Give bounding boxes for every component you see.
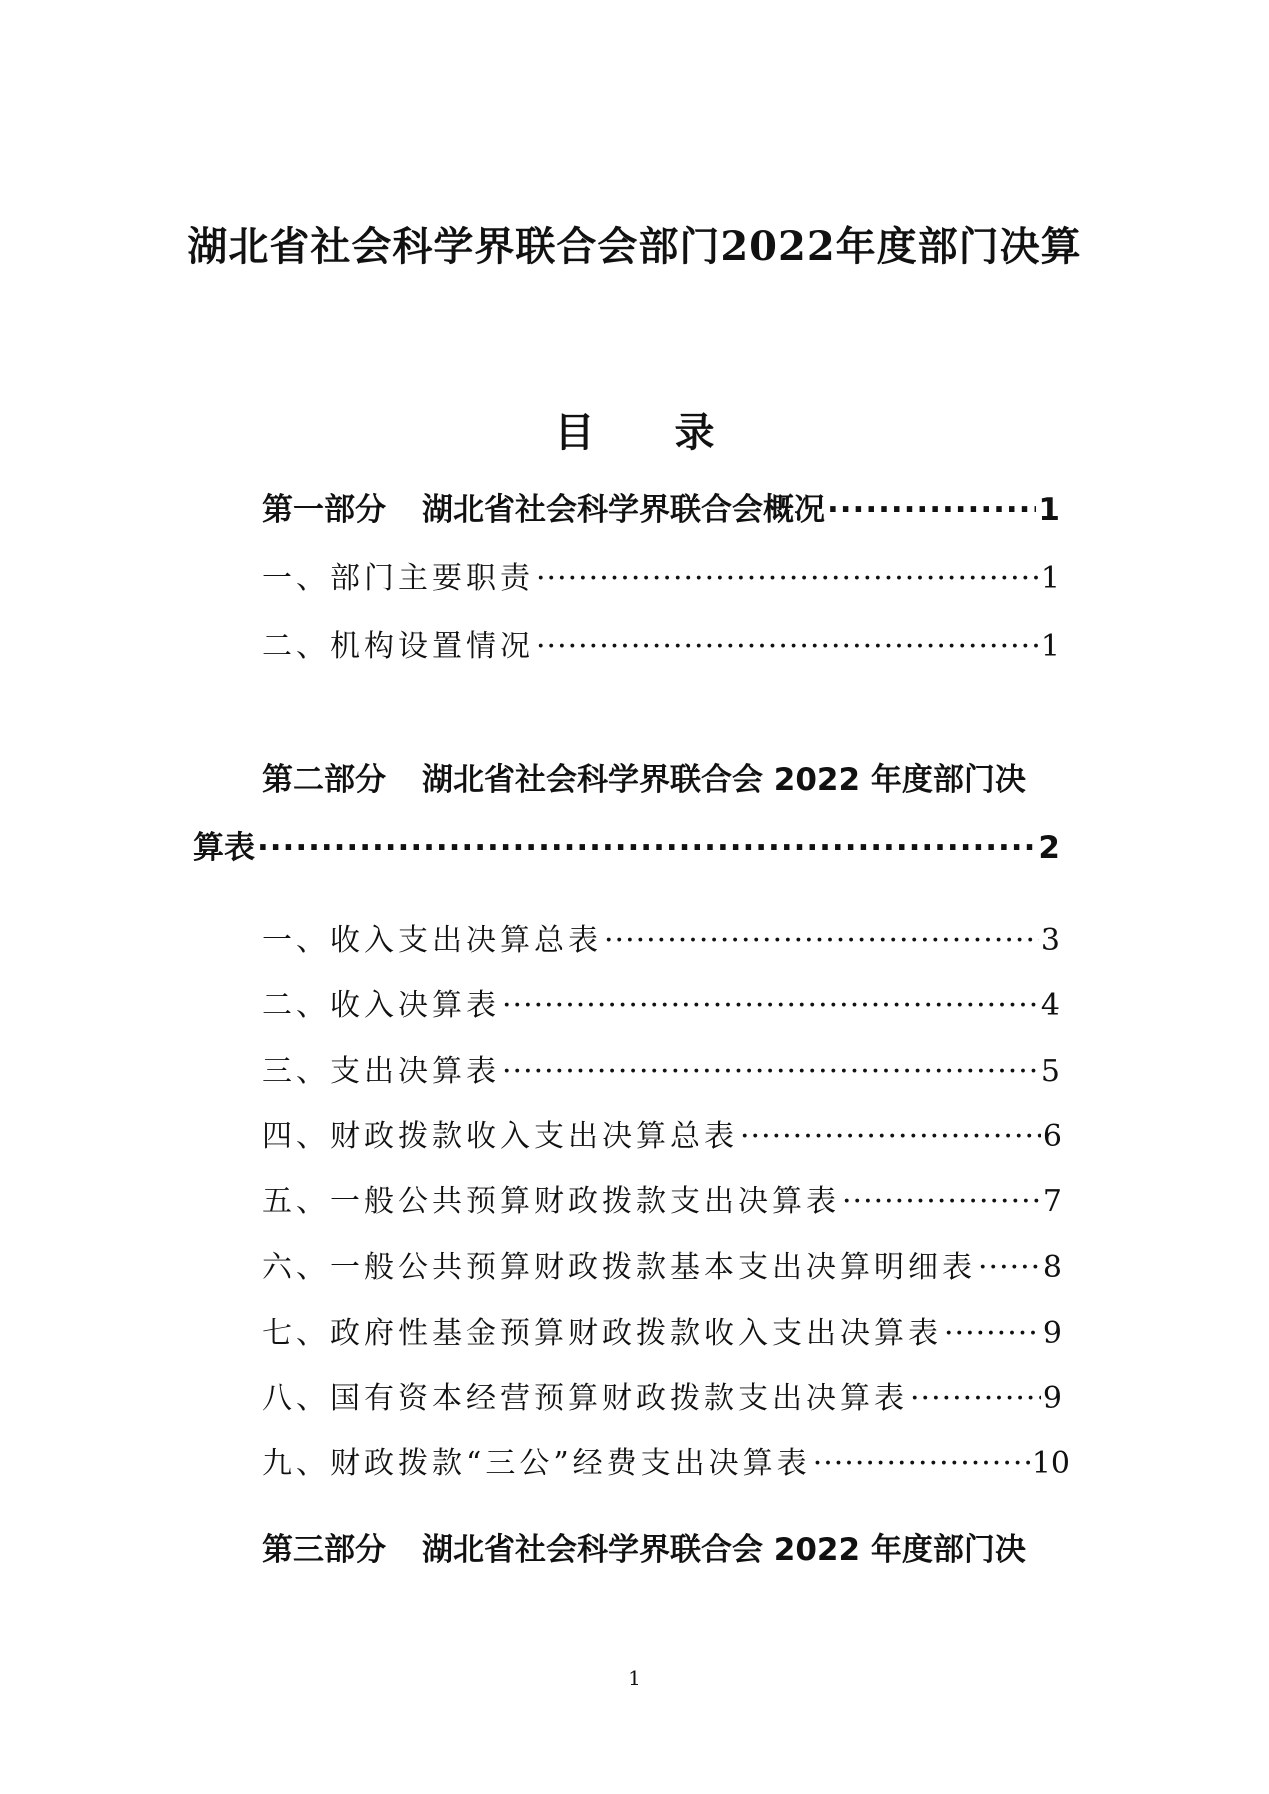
- toc-entry[interactable]: [262, 1117, 1062, 1157]
- toc-part-2-name-line2: 算表: [193, 830, 255, 866]
- toc-entry[interactable]: [262, 1182, 1062, 1222]
- toc-entry[interactable]: [262, 1379, 1062, 1419]
- toc-leader-dots: [910, 1379, 1041, 1419]
- toc-part-2-line2[interactable]: [193, 828, 1060, 868]
- toc-entry-page: 10: [1031, 1446, 1070, 1481]
- toc-leader-dots: [827, 490, 1036, 530]
- toc-entry-page: 6: [1042, 1119, 1062, 1154]
- toc-part-1-label: [262, 490, 825, 530]
- toc-leader-dots: [740, 1117, 1041, 1157]
- toc-part-1[interactable]: [262, 490, 1060, 530]
- toc-leader-dots: [502, 986, 1039, 1026]
- toc-heading: [0, 408, 1269, 458]
- toc-leader-dots: [536, 559, 1039, 599]
- toc-entry[interactable]: [262, 627, 1060, 667]
- toc-part-3-line1[interactable]: [262, 1530, 1026, 1570]
- toc-entry-page: 1: [1040, 561, 1060, 596]
- toc-entry-label: 一、收入支出决算总表: [262, 923, 602, 958]
- toc-entry-label: 八、国有资本经营预算财政拨款支出决算表: [262, 1381, 908, 1416]
- toc-entry-label: 九、财政拨款“三公”经费支出决算表: [262, 1446, 811, 1481]
- toc-entry[interactable]: [262, 559, 1060, 599]
- toc-heading-left: 目: [554, 409, 595, 456]
- toc-leader-dots: [604, 921, 1039, 961]
- toc-entry[interactable]: [262, 986, 1060, 1026]
- toc-entry-label: 六、一般公共预算财政拨款基本支出决算明细表: [262, 1250, 976, 1285]
- toc-entry-page: 3: [1040, 923, 1060, 958]
- toc-part-2-name-line1: 湖北省社会科学界联合会 2022 年度部门决: [422, 762, 1026, 798]
- toc-leader-dots: [536, 627, 1039, 667]
- toc-entry-label: 三、支出决算表: [262, 1054, 500, 1089]
- toc-entry[interactable]: [262, 1248, 1062, 1288]
- toc-entry-page: 7: [1042, 1184, 1062, 1219]
- toc-part-3-name-line1: 湖北省社会科学界联合会 2022 年度部门决: [422, 1532, 1026, 1568]
- toc-entry-label: 二、机构设置情况: [262, 629, 534, 664]
- toc-entry-page: 9: [1042, 1316, 1062, 1351]
- document-title: 湖北省社会科学界联合会部门2022年度部门决算: [187, 223, 1082, 270]
- toc-entry-page: 1: [1040, 629, 1060, 664]
- toc-entry[interactable]: [262, 1444, 1070, 1484]
- toc-entry-page: 9: [1042, 1381, 1062, 1416]
- toc-leader-dots: [944, 1314, 1041, 1354]
- toc-part-1-name: 湖北省社会科学界联合会概况: [422, 492, 825, 528]
- toc-part-1-num: 第一部分: [262, 492, 386, 528]
- toc-entry[interactable]: [262, 1314, 1062, 1354]
- toc-part-2-line1[interactable]: [262, 760, 1026, 800]
- toc-leader-dots: [257, 828, 1036, 868]
- page-number: 1: [628, 1666, 641, 1690]
- toc-part-2-page: 2: [1038, 830, 1060, 866]
- toc-heading-right: 录: [674, 409, 715, 456]
- toc-entry-label: 一、部门主要职责: [262, 561, 534, 596]
- toc-entry-page: 8: [1042, 1250, 1062, 1285]
- toc-part-2-num: 第二部分: [262, 762, 386, 798]
- toc-part-3-num: 第三部分: [262, 1532, 386, 1568]
- toc-entry-label: 四、财政拨款收入支出决算总表: [262, 1119, 738, 1154]
- toc-entry-page: 5: [1040, 1054, 1060, 1089]
- toc-entry-page: 4: [1040, 988, 1060, 1023]
- toc-entry[interactable]: [262, 1052, 1060, 1092]
- toc-leader-dots: [842, 1182, 1041, 1222]
- toc-entry-label: 二、收入决算表: [262, 988, 500, 1023]
- toc-entry[interactable]: [262, 921, 1060, 961]
- toc-entry-label: 七、政府性基金预算财政拨款收入支出决算表: [262, 1316, 942, 1351]
- toc-leader-dots: [502, 1052, 1039, 1092]
- toc-leader-dots: [978, 1248, 1041, 1288]
- toc-part-1-page: 1: [1038, 492, 1060, 528]
- toc-entry-label: 五、一般公共预算财政拨款支出决算表: [262, 1184, 840, 1219]
- toc-leader-dots: [813, 1444, 1030, 1484]
